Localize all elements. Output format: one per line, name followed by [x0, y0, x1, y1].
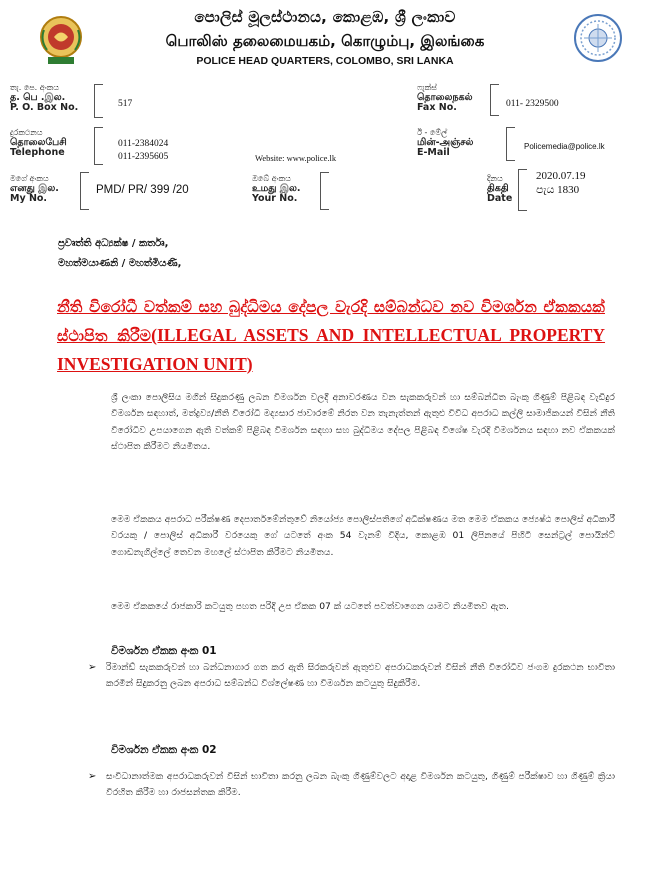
email-value: Policemedia@police.lk: [524, 142, 605, 151]
unit-1-heading: විමර්ශන ඒකක අංක 01: [111, 645, 217, 657]
unit-1-bullet: [88, 660, 615, 693]
telephone-label: දුරකථනය தொலைபேசி Telephone: [10, 128, 67, 158]
letterhead-english: POLICE HEAD QUARTERS, COLOMBO, SRI LANKA: [196, 55, 454, 67]
salutation-line-2: මහත්මයාණනි / මහත්මියණි,: [58, 258, 182, 269]
your-no-label: ඔබේ අංකය உமது இல. Your No.: [252, 174, 301, 204]
my-no-value: PMD/ PR/ 399 /20: [96, 184, 189, 196]
fax-value: 011- 2329500: [506, 99, 559, 109]
title-sinhala: නීති විරෝධී වත්කම් සහ බුද්ධිමය දේපල වැරදි සම්බන්ධව නව විමර්ශන ඒකකයක් ස්ථාපිත කිරීම: [57, 298, 605, 345]
document-title: [57, 293, 605, 378]
unit-1-text: රිමාන්ඩ් සැකකරුවන් හා බන්ධනාගාර ගත කර ඇති සිරකරුවන් ඇතුළුව අපරාධකරුවන් විසින් නීති විරෝධීව ජංගම දුරකථන භාවිතා කරමින් සිදුකරනු ලබන අපරාධ සම්බන්ධ විශ්ලේෂණ හා විමර්ශන කටයුතු සිදුකිරීම.: [106, 662, 615, 690]
my-no-label: මගේ අංකය எனது இல. My No.: [10, 174, 59, 204]
unit-2-bullet: [88, 769, 615, 802]
letterhead-sinhala: පොලිස් මූලස්ථානය, කොළඹ, ශ්‍රී ලංකාව: [194, 8, 456, 26]
bullet-arrow-icon: ➢: [88, 771, 97, 782]
website: Website: www.police.lk: [255, 153, 337, 163]
bullet-arrow-icon: ➢: [88, 662, 97, 673]
paragraph-3: මෙම ඒකකයේ රාජකාරි කටයුතු පහත පරිදි උප ඒකක 07 ක් යටතේ පවත්වාගෙන යාමට නියමිතව ඇත.: [111, 601, 509, 612]
paragraph-1: ශ්‍රී ලංකා පොලීසිය මගින් සිදුකරණු ලබන විමර්ශන වලදී අනාවරණය වන සැකකරුවන් හා සම්බන්ධිත බැංකු ගිණුම් පිළිබඳ වැඩිදුර විමර්ශන සඳහාත්, මත්ද්‍රව්‍ය/නීති විරෝධී මද්‍යසාර ජාවාරමේ නිරත වන තැනැත්තන් ඇතුළු විවිධ අපරාධ කල්ලි සාමාජිකයන් විසින් නීති විරෝධීව උපයාගෙන ඇති වත්කම් පිළිබඳ විමර්ශන සඳහා සහ බුද්ධිමය දේපල පිළිබඳ විශේෂ වැරදි විමර්ශනය සඳහා නව ඒකකයක් ස්ථාපිත කිරීමට නියමිතය.: [111, 392, 616, 452]
paragraph-2: මෙම ඒකකය අපරාධ පරීක්ෂණ දෙපාර්තමේන්තුවේ නියෝජ්‍ය පොලිස්පතිගේ අධීක්ෂණය මත මෙම ඒකකය ජ්‍යෙෂ්ඨ පොලිස් අධිකාරී වරයකු / පොලිස් අධිකාරී වරයෙකු ගේ යටතේ අංක 54 වැනම් විදිය, කොළඹ 01 ලිපිනයේ පිහිටි සෙන්ට්‍රල් පොයින්ට් ගොඩනැගිල්ලේ තෙවන මහලේ ස්ථාපිත කිරීමට නියමිතය.: [111, 514, 615, 558]
date-value: 2020.07.19: [536, 170, 586, 182]
fax-label: ෆැක්ස් தொலைநகல் Fax No.: [417, 83, 473, 113]
email-label: ඊ - මේල් மின்-அஞ்சல் E-Mail: [417, 128, 474, 158]
telephone-value-2: 011-2395605: [118, 152, 169, 162]
letterhead-tamil: பொலிஸ் தலைமையகம், கொழும்பு, இலங்கை: [165, 32, 485, 50]
telephone-value-1: 011-2384024: [118, 139, 169, 149]
pobox-value: 517: [118, 99, 133, 109]
date-label: දිනය திகதி Date: [487, 174, 513, 204]
pobox-label: තැ. පෙ. අංකය த. பெ .இல. P. O. Box No.: [10, 83, 79, 113]
time-value: පැය 1830: [536, 184, 580, 196]
salutation-line-1: ප්‍රවෘත්ති අධ්‍යක්ෂ / කර්තෘ,: [58, 238, 169, 249]
unit-2-text: සංවිධානාත්මක අපරාධකරුවන් විසින් භාවිතා කරනු ලබන බැංකු ගිණුම්වලට අදාළ විමර්ශන කටයුතු, ගිණුම් පරීක්ෂාව හා ගිණුම් ක්‍රියා විරහිත කිරීම හා රාජසන්තක කිරීම.: [106, 771, 615, 799]
unit-2-heading: විමර්ශන ඒකක අංක 02: [111, 744, 217, 756]
title-english: (ILLEGAL ASSETS AND INTELLECTUAL PROPERTY INVESTIGATION UNIT): [57, 325, 606, 374]
